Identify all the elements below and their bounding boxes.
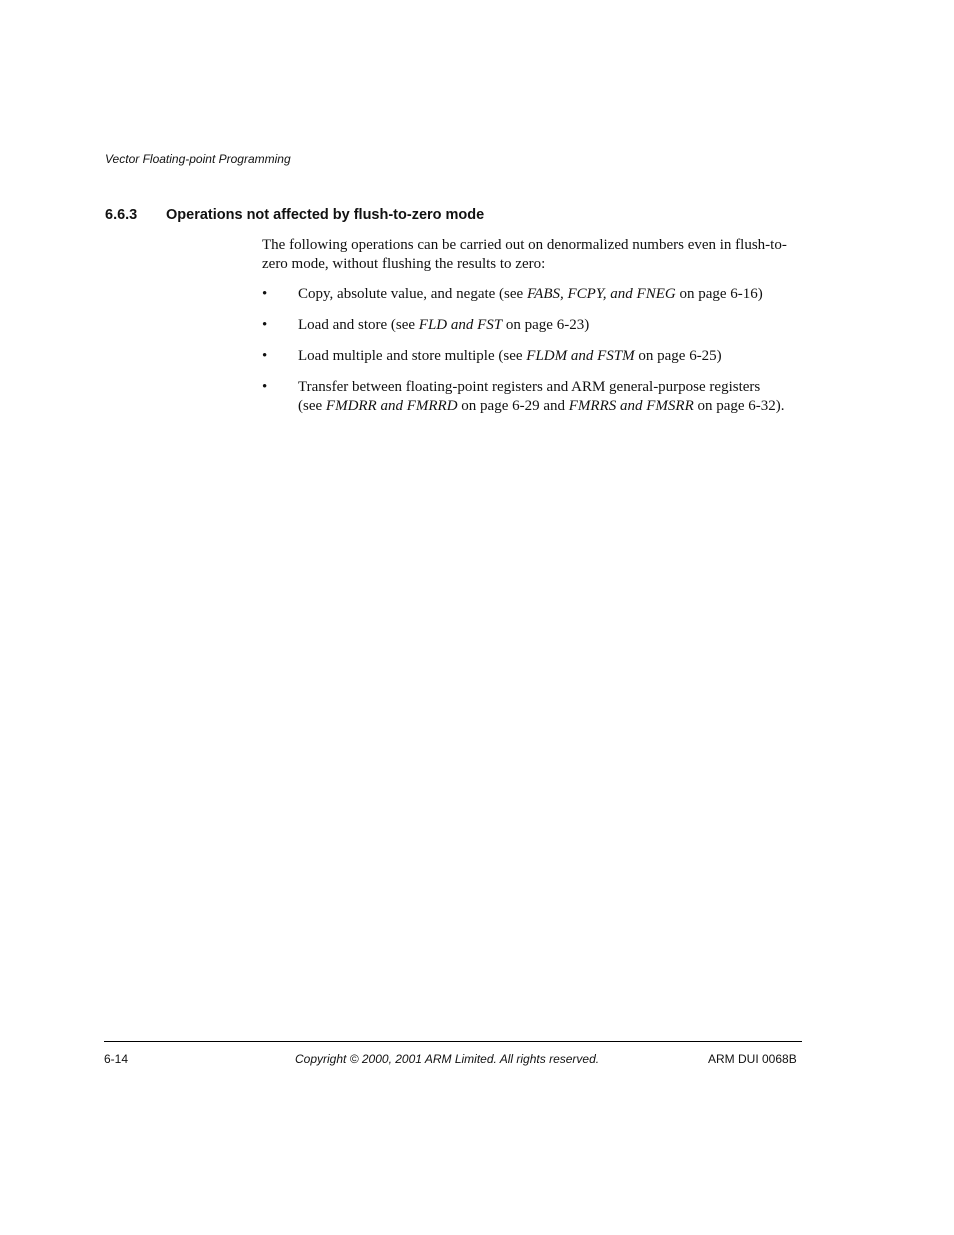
running-header: Vector Floating-point Programming — [105, 152, 291, 166]
footer-divider — [104, 1041, 802, 1042]
list-item — [262, 316, 807, 335]
item-text: Load multiple and store multiple (see — [298, 348, 527, 364]
cross-reference-link[interactable]: FLD and FST — [418, 317, 503, 333]
cross-reference-link[interactable]: FMRRS and FMSRR — [568, 398, 694, 414]
list-item — [262, 285, 807, 304]
bullet-icon: • — [262, 286, 268, 302]
section-heading — [105, 206, 484, 224]
item-text: Load and store (see — [298, 317, 419, 333]
operations-list — [262, 285, 807, 416]
item-text: Copy, absolute value, and negate (see — [298, 286, 527, 302]
intro-paragraph: The following operations can be carried out on denormalized numbers even in flush-to-zero mode, without flushing the results to zero: — [262, 237, 787, 272]
page-number: 6-14 — [104, 1052, 129, 1066]
bullet-icon: • — [262, 379, 268, 395]
item-page-ref: on page 6-23) — [502, 317, 590, 333]
bullet-icon: • — [262, 317, 268, 333]
item-page-ref: on page 6-25) — [634, 348, 722, 364]
item-text: (see — [298, 398, 326, 414]
list-item — [262, 378, 807, 416]
document-id: ARM DUI 0068B — [708, 1052, 797, 1066]
section-number: 6.6.3 — [105, 207, 138, 223]
item-text: Transfer between floating-point registers and ARM general-purpose registers — [298, 379, 761, 395]
list-item — [262, 347, 807, 366]
item-page-ref: on page 6-32). — [693, 398, 785, 414]
cross-reference-link[interactable]: FLDM and FSTM — [526, 348, 635, 364]
section-title: Operations not affected by flush-to-zero mode — [166, 207, 485, 223]
item-page-ref: on page 6-29 and — [457, 398, 569, 414]
item-page-ref: on page 6-16) — [675, 286, 763, 302]
bullet-icon: • — [262, 348, 268, 364]
copyright-notice: Copyright © 2000, 2001 ARM Limited. All rights reserved. — [295, 1052, 600, 1066]
cross-reference-link[interactable]: FMDRR and FMRRD — [325, 398, 458, 414]
section-body — [262, 236, 807, 428]
cross-reference-link[interactable]: FABS, FCPY, and FNEG — [526, 286, 676, 302]
